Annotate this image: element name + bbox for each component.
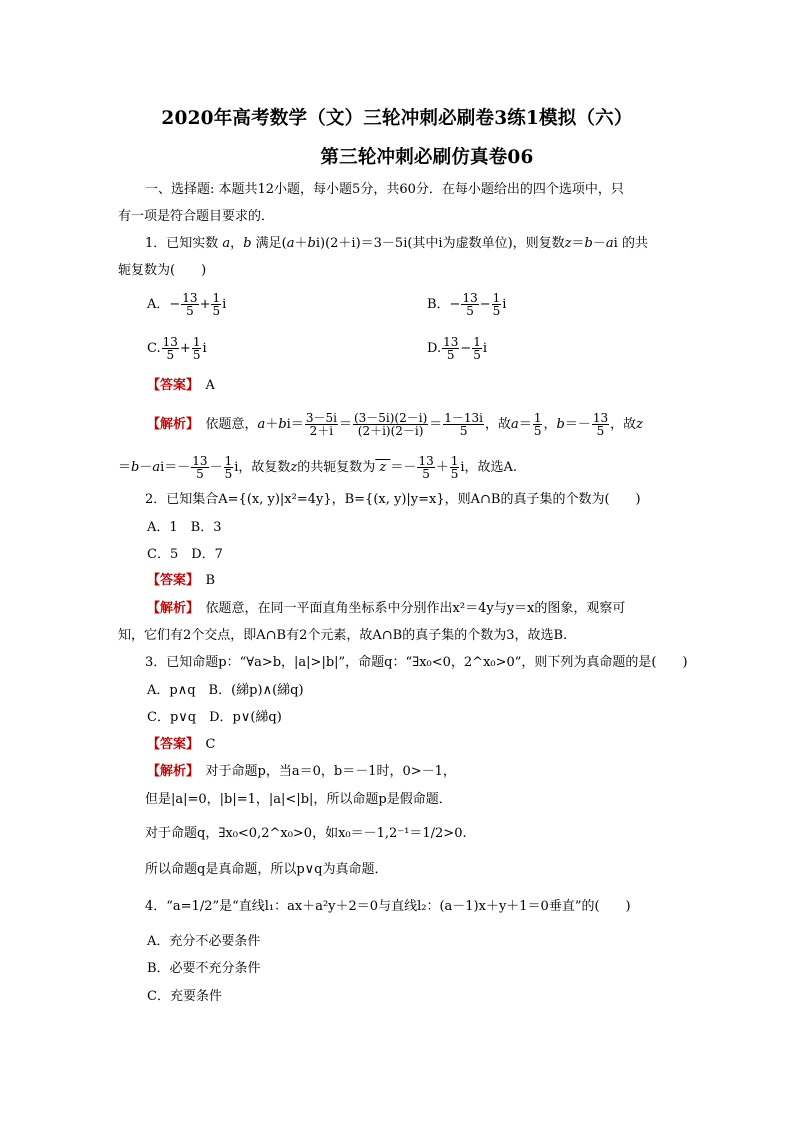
q3-explanation-line-2: 但是|a|=0，|b|=1，|a|<|b|，所以命题p是假命题． xyxy=(145,792,452,807)
q1-option-b: B．− $\frac{13}{5}$ − $\frac{1}{5}$ i xyxy=(427,291,507,318)
q3-stem: 3．已知命题p：“∀a>b，|a|>|b|”，命题q：“∃x₀<0，2^x₀>0”，则下列为真命题的是( ) xyxy=(145,655,688,670)
q2-explanation-line-2: 知，它们有2个交点，即A∩B有2个元素，故A∩B的真子集的个数为3，故选B. xyxy=(118,628,568,643)
q2-options-ab: A．1 B．3 xyxy=(147,520,222,535)
q1-stem-line-1: 1．已知实数 a，b 满足(a＋bi)(2＋i)＝3－5i(其中i为虚数单位)，则复数z＝b－ai 的共 xyxy=(145,236,648,251)
section-intro-line-1: 一、选择题: 本题共12小题，每小题5分，共60分．在每小题给出的四个选项中，只 xyxy=(145,182,624,197)
q3-explanation-line-1: 【解析】 对于命题p，当a＝0，b＝－1时，0>－1， xyxy=(147,764,456,779)
q3-explanation-line-4: 所以命题q是真命题，所以p∨q为真命题． xyxy=(145,862,388,877)
q1-explanation-line-2: ＝b－ai＝－ $\frac{13}{5}$ － $\frac{1}{5}$ i，故复数z的共轭复数为 z ＝－ $\frac{13}{5}$ ＋ $\frac{1}{5}$ i，故选A. xyxy=(118,454,518,481)
q4-stem: 4．“a=1/2”是“直线l₁：ax＋a²y＋2＝0与直线l₂：(a－1)x＋y＋1＝0垂直”的( ) xyxy=(145,899,631,914)
q3-options-cd: C．p∨q D．p∨(綈q) xyxy=(147,710,282,725)
q3-answer: 【答案】 C xyxy=(147,737,216,752)
q2-options-cd: C．5 D．7 xyxy=(147,547,223,562)
q4-option-a: A．充分不必要条件 xyxy=(147,934,261,949)
q3-options-ab: A．p∧q B．(綈p)∧(綈q) xyxy=(147,683,304,698)
q1-option-c: C. $\frac{13}{5}$ + $\frac{1}{5}$ i xyxy=(147,335,207,362)
title-line-1: 2020年高考数学（文）三轮冲刺必刷卷3练1模拟（六） xyxy=(161,108,633,129)
section-intro-line-2: 有一项是符合题目要求的． xyxy=(118,209,275,224)
q3-explanation-line-3: 对于命题q，∃x₀<0,2^x₀>0，如x₀＝－1,2⁻¹＝1/2>0. xyxy=(145,826,467,841)
title-line-2: 第三轮冲刺必刷仿真卷06 xyxy=(320,147,534,168)
q1-stem-line-2: 轭复数为( ) xyxy=(118,263,207,278)
q2-explanation-line-1: 【解析】 依题意，在同一平面直角坐标系中分别作出x²＝4y与y＝x的图象，观察可 xyxy=(147,601,626,616)
q4-option-b: B．必要不充分条件 xyxy=(147,961,261,976)
q2-stem: 2．已知集合A={(x, y)|x²=4y}，B={(x, y)|y=x}，则A∩B的真子集的个数为( ) xyxy=(145,492,641,507)
q1-answer: 【答案】 A xyxy=(147,378,215,393)
q1-option-d: D. $\frac{13}{5}$ − $\frac{1}{5}$ i xyxy=(427,335,488,362)
q2-answer: 【答案】 B xyxy=(147,573,216,588)
q4-option-c: C．充要条件 xyxy=(147,989,222,1004)
q1-explanation-line-1: 【解析】 依题意，a＋bi＝ $\frac{3-5i}{2+i}$ ＝ $\frac{(3-5i)(2-i)}{(2+i)(2-i)}$ ＝ $\frac{1-13i}{5}$ ，故a＝ $\frac{1}{5}$ ，b＝－ $\frac{13}{5}$ ，故z xyxy=(147,411,643,438)
q1-option-a: A．− $\frac{13}{5}$ + $\frac{1}{5}$ i xyxy=(147,291,227,318)
